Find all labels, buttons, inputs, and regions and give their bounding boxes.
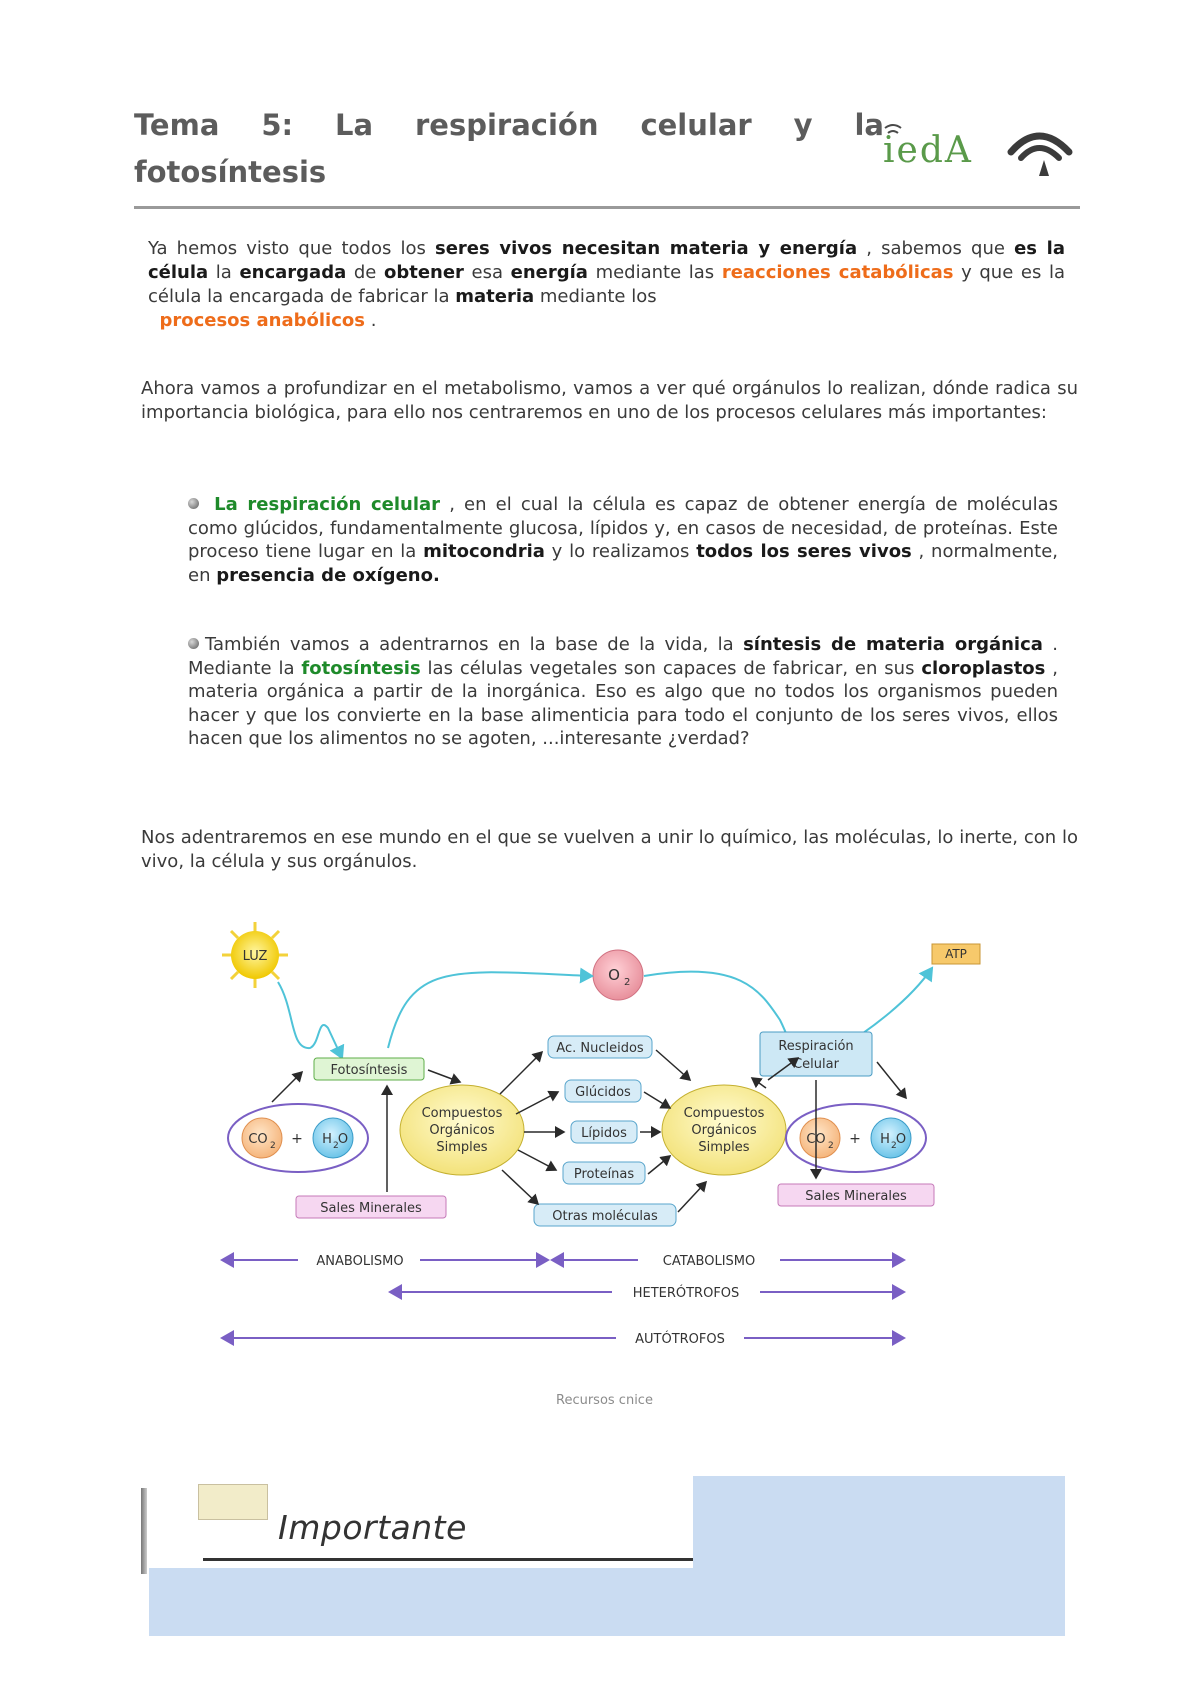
text: esa: [463, 262, 511, 283]
atp-label: ATP: [945, 947, 967, 961]
important-card-edge: [141, 1488, 147, 1574]
ieda-logo: [879, 116, 1079, 178]
title-word: y: [793, 108, 813, 142]
orange-highlight: reacciones catabólicas: [721, 262, 954, 283]
text: , en el cual la célula es capaz de obtener energía de moléculas como glúcidos, fundamentalmente glucosa, lípidos y, en casos de necesidad, de proteínas. Este proceso tiene lugar en la: [188, 494, 1058, 562]
green-highlight: fotosíntesis: [301, 657, 421, 679]
bold-text: es la célula: [148, 238, 1065, 283]
paragraph-metabolism: Ahora vamos a profundizar en el metabolismo, vamos a ver qué orgánulos lo realizan, dónde radica su importancia biológica, para ello nos centraremos en uno de los procesos celulares más importantes:: [141, 378, 1078, 423]
o2-sub: 2: [624, 977, 631, 988]
catabolismo-label: CATABOLISMO: [662, 1254, 756, 1269]
h2o-sub: 2: [333, 1141, 339, 1151]
bold-text: cloroplastos: [921, 657, 1046, 679]
important-underline: [203, 1558, 693, 1561]
nucleidos-label: Ac. Nucleidos: [556, 1041, 644, 1056]
bold-text: síntesis de materia orgánica: [743, 634, 1043, 655]
heterotrofos-label: HETERÓTROFOS: [632, 1286, 740, 1301]
title-word: celular: [640, 108, 752, 142]
text: y lo realizamos: [544, 541, 697, 562]
title-word: 5:: [261, 108, 294, 142]
anabolismo-label: ANABOLISMO: [316, 1254, 404, 1269]
bold-text: presencia de oxígeno.: [216, 564, 440, 586]
sales-label: Sales Minerales: [320, 1201, 422, 1216]
text: , sabemos que: [857, 238, 1015, 259]
intro-paragraph: [148, 237, 1065, 333]
glucidos-label: Glúcidos: [575, 1085, 631, 1100]
plus-sign: +: [291, 1131, 303, 1147]
comp-label-2: Orgánicos: [691, 1123, 757, 1138]
text: y que es la célula la encargada de fabricar la: [148, 262, 1065, 307]
title-word: respiración: [415, 108, 599, 142]
luz-label: LUZ: [242, 949, 268, 964]
text: . Mediante la: [188, 634, 1058, 679]
proteinas-label: Proteínas: [573, 1167, 635, 1182]
text: mediante los: [534, 286, 657, 307]
metabolism-diagram: [220, 920, 1000, 1380]
lipidos-label: Lípidos: [581, 1126, 627, 1141]
h2o-o: O: [337, 1132, 349, 1147]
page-header: [134, 102, 1080, 209]
h2o-sub: 2: [891, 1141, 897, 1151]
text: Ya hemos visto que todos los: [148, 238, 435, 259]
fotosintesis-label: Fotosíntesis: [330, 1063, 408, 1078]
title-word: Tema: [134, 108, 220, 142]
bullet-icon: [188, 498, 199, 509]
comp-label-2: Orgánicos: [429, 1123, 495, 1138]
logo-text: iedA: [883, 130, 973, 171]
sales-label: Sales Minerales: [805, 1189, 907, 1204]
otras-label: Otras moléculas: [552, 1209, 658, 1224]
bullet-icon: [188, 638, 199, 649]
bold-text: todos los seres vivos: [696, 541, 912, 562]
bold-text: materia: [455, 286, 535, 307]
o2-label: O: [608, 966, 620, 984]
title-word: La: [335, 108, 374, 142]
green-highlight: La respiración celular: [214, 494, 441, 515]
respiracion-label-2: Celular: [793, 1057, 839, 1072]
bold-text: energía: [510, 262, 588, 283]
co2-sub: 2: [828, 1141, 834, 1151]
text: , normalmente, en: [188, 541, 1058, 586]
autotrofos-label: AUTÓTROFOS: [635, 1332, 725, 1347]
text: , materia orgánica a partir de la inorgánica. Eso es algo que no todos los organismos pueden hacer y que los convierte en la base alimenticia para todo el conjunto de los seres vivos, ellos hacen que los alimentos no se agoten, ...interesante ¿verdad?: [188, 657, 1058, 749]
bold-text: encargada: [239, 262, 347, 283]
co2-label: CO: [248, 1132, 268, 1147]
bold-text: obtener: [383, 262, 464, 283]
text: de: [346, 262, 384, 283]
comp-label-3: Simples: [436, 1140, 488, 1155]
co2-sub: 2: [270, 1141, 276, 1151]
paragraph-closing: Nos adentraremos en ese mundo en el que se vuelven a unir lo químico, las moléculas, lo inerte, con lo vivo, la célula y sus orgánulos.: [141, 827, 1078, 872]
bold-text: mitocondria: [423, 541, 545, 562]
text: .: [364, 310, 377, 331]
h2o-o: O: [895, 1132, 907, 1147]
bullet-photosynthesis: [188, 633, 1058, 751]
bold-text: seres vivos necesitan materia y energía: [435, 238, 858, 259]
page-title: [134, 102, 884, 196]
text: la: [208, 262, 240, 283]
plus-sign: +: [849, 1131, 861, 1147]
text: las células vegetales son capaces de fabricar, en sus: [420, 657, 922, 679]
comp-label-3: Simples: [698, 1140, 750, 1155]
comp-label-1: Compuestos: [421, 1106, 503, 1121]
respiracion-label-1: Respiración: [778, 1039, 854, 1054]
title-line-2: fotosíntesis: [134, 155, 327, 189]
bullet-respiration: [188, 493, 1058, 587]
co2-label: CO: [806, 1132, 826, 1147]
text: También vamos a adentrarnos en la base de la vida, la: [205, 634, 744, 655]
important-tab: [198, 1484, 268, 1520]
h2o-h: H: [322, 1132, 332, 1147]
orange-highlight: procesos anabólicos: [159, 310, 365, 331]
diagram-caption: Recursos cnice: [556, 1393, 653, 1408]
important-heading: Importante: [278, 1508, 467, 1547]
text: mediante las: [587, 262, 722, 283]
comp-label-1: Compuestos: [683, 1106, 765, 1121]
title-word: la: [854, 108, 884, 142]
h2o-h: H: [880, 1132, 890, 1147]
